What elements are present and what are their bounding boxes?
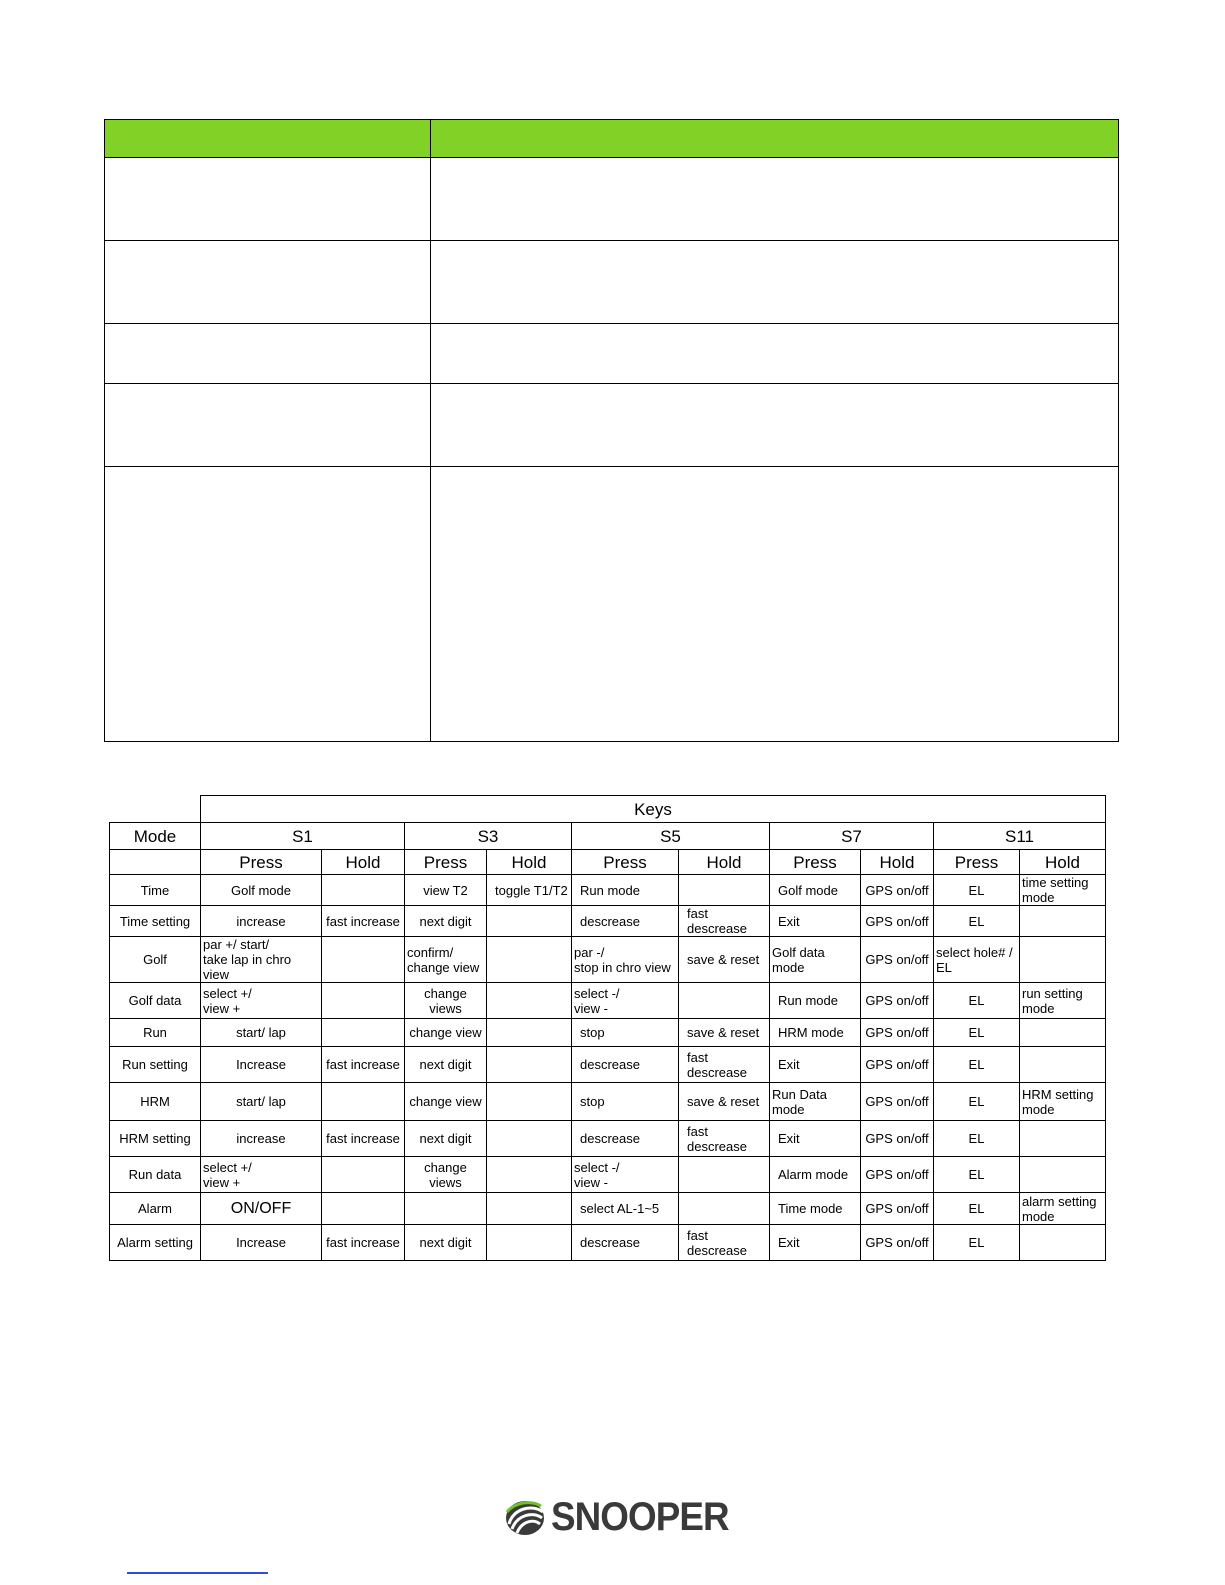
press-label: Press — [572, 850, 679, 875]
key-action-cell — [322, 937, 405, 983]
key-action-cell: EL — [934, 1157, 1020, 1193]
key-action-cell: EL — [934, 1225, 1020, 1261]
corner-cell — [110, 796, 201, 823]
key-action-cell: descrease — [572, 1121, 679, 1157]
logo-wordmark: SNOOPER — [551, 1495, 729, 1539]
table-row — [110, 983, 1106, 1019]
table-row — [110, 1121, 1106, 1157]
key-action-cell: GPS on/off — [861, 1047, 934, 1083]
hold-label: Hold — [322, 850, 405, 875]
key-action-cell: Increase — [201, 1225, 322, 1261]
table-row — [110, 1193, 1106, 1225]
key-action-cell: select hole# / EL — [934, 937, 1020, 983]
key-action-cell — [322, 1083, 405, 1121]
key-action-cell — [487, 1157, 572, 1193]
table-row — [105, 324, 1119, 384]
key-action-cell: start/ lap — [201, 1083, 322, 1121]
key-action-cell: increase — [201, 906, 322, 937]
key-action-cell: HRM setting mode — [1020, 1083, 1106, 1121]
key-action-cell: save & reset — [679, 937, 770, 983]
table-row — [110, 1019, 1106, 1047]
footer-link-underline[interactable] — [127, 1572, 268, 1574]
key-header-s5: S5 — [572, 823, 770, 850]
table-cell — [105, 324, 431, 384]
key-action-cell: par +/ start/ take lap in chro view — [201, 937, 322, 983]
mode-cell: Time setting — [110, 906, 201, 937]
key-action-cell — [1020, 1225, 1106, 1261]
table-row — [105, 384, 1119, 467]
key-action-cell: Run mode — [572, 875, 679, 906]
table-cell — [431, 158, 1119, 241]
table-cell — [105, 158, 431, 241]
mode-cell: Time — [110, 875, 201, 906]
key-action-cell: view T2 — [405, 875, 487, 906]
press-label: Press — [770, 850, 861, 875]
key-action-cell: Time mode — [770, 1193, 861, 1225]
key-action-cell: EL — [934, 1019, 1020, 1047]
mode-cell: Run setting — [110, 1047, 201, 1083]
key-action-cell: increase — [201, 1121, 322, 1157]
key-action-cell: fast descrease — [679, 1121, 770, 1157]
key-action-cell — [322, 875, 405, 906]
feature-table-header — [105, 120, 1119, 158]
press-hold-row — [110, 850, 1106, 875]
key-action-cell: Golf mode — [201, 875, 322, 906]
key-action-cell: Alarm mode — [770, 1157, 861, 1193]
key-action-cell: GPS on/off — [861, 1121, 934, 1157]
key-action-cell — [487, 906, 572, 937]
key-action-cell: GPS on/off — [861, 1193, 934, 1225]
mode-cell: HRM setting — [110, 1121, 201, 1157]
key-action-cell: Golf data mode — [770, 937, 861, 983]
key-header-s1: S1 — [201, 823, 405, 850]
keys-title: Keys — [201, 796, 1106, 823]
press-label: Press — [201, 850, 322, 875]
key-action-cell — [487, 1083, 572, 1121]
empty-cell — [110, 850, 201, 875]
key-action-cell: toggle T1/T2 — [487, 875, 572, 906]
key-action-cell: select -/ view - — [572, 1157, 679, 1193]
key-action-cell: descrease — [572, 1047, 679, 1083]
key-action-cell: EL — [934, 906, 1020, 937]
key-action-cell: stop — [572, 1083, 679, 1121]
key-action-cell: next digit — [405, 1121, 487, 1157]
key-action-cell — [322, 983, 405, 1019]
table-row — [110, 1083, 1106, 1121]
key-action-cell — [679, 983, 770, 1019]
key-action-cell: fast descrease — [679, 1225, 770, 1261]
table-row — [105, 241, 1119, 324]
table-cell — [105, 384, 431, 467]
key-function-table — [109, 795, 1106, 1261]
hold-label: Hold — [679, 850, 770, 875]
key-action-cell: HRM mode — [770, 1019, 861, 1047]
mode-cell: Run data — [110, 1157, 201, 1193]
key-action-cell — [487, 1225, 572, 1261]
table-cell — [105, 467, 431, 742]
key-header-s3: S3 — [405, 823, 572, 850]
key-action-cell: change view — [405, 1019, 487, 1047]
key-action-cell: fast descrease — [679, 1047, 770, 1083]
key-action-cell: alarm setting mode — [1020, 1193, 1106, 1225]
key-action-cell: save & reset — [679, 1083, 770, 1121]
key-action-cell: EL — [934, 1193, 1020, 1225]
mode-cell: HRM — [110, 1083, 201, 1121]
key-action-cell: fast increase — [322, 1121, 405, 1157]
key-action-cell: confirm/ change view — [405, 937, 487, 983]
key-action-cell — [1020, 1157, 1106, 1193]
key-action-cell: Exit — [770, 906, 861, 937]
feature-table-header-cell-2 — [431, 120, 1119, 158]
table-row — [110, 1047, 1106, 1083]
key-action-cell: time setting mode — [1020, 875, 1106, 906]
mode-cell: Alarm — [110, 1193, 201, 1225]
key-action-cell — [1020, 906, 1106, 937]
key-action-cell: fast increase — [322, 1047, 405, 1083]
table-row — [110, 906, 1106, 937]
key-action-cell: fast increase — [322, 906, 405, 937]
key-action-cell: next digit — [405, 1225, 487, 1261]
key-action-cell — [1020, 1019, 1106, 1047]
key-action-cell: GPS on/off — [861, 906, 934, 937]
key-action-cell: GPS on/off — [861, 1083, 934, 1121]
table-row — [110, 875, 1106, 906]
table-row — [105, 467, 1119, 742]
key-action-cell: GPS on/off — [861, 1225, 934, 1261]
snooper-swirl-icon — [503, 1498, 547, 1538]
key-action-cell: next digit — [405, 1047, 487, 1083]
key-action-cell: par -/ stop in chro view — [572, 937, 679, 983]
key-action-cell: save & reset — [679, 1019, 770, 1047]
table-row — [105, 158, 1119, 241]
key-action-cell: descrease — [572, 906, 679, 937]
key-action-cell — [487, 1193, 572, 1225]
key-header-s11: S11 — [934, 823, 1106, 850]
table-row — [110, 1157, 1106, 1193]
key-action-cell: start/ lap — [201, 1019, 322, 1047]
key-action-cell — [487, 1047, 572, 1083]
key-names-row — [110, 823, 1106, 850]
key-action-cell — [487, 937, 572, 983]
key-action-cell — [487, 1121, 572, 1157]
key-action-cell: GPS on/off — [861, 1019, 934, 1047]
table-row — [110, 937, 1106, 983]
key-action-cell — [405, 1193, 487, 1225]
hold-label: Hold — [487, 850, 572, 875]
table-row — [110, 1225, 1106, 1261]
key-action-cell: run setting mode — [1020, 983, 1106, 1019]
key-action-cell: Exit — [770, 1121, 861, 1157]
key-action-cell: change views — [405, 983, 487, 1019]
key-action-cell: descrease — [572, 1225, 679, 1261]
table-cell — [105, 241, 431, 324]
table-cell — [431, 384, 1119, 467]
key-action-cell: EL — [934, 875, 1020, 906]
hold-label: Hold — [1020, 850, 1106, 875]
mode-cell: Golf — [110, 937, 201, 983]
snooper-logo — [503, 1495, 744, 1540]
key-action-cell — [679, 1193, 770, 1225]
key-action-cell: EL — [934, 1047, 1020, 1083]
key-action-cell — [1020, 1121, 1106, 1157]
press-label: Press — [405, 850, 487, 875]
key-action-cell — [487, 1019, 572, 1047]
key-action-cell: select AL-1~5 — [572, 1193, 679, 1225]
table-cell — [431, 241, 1119, 324]
key-action-cell: Exit — [770, 1047, 861, 1083]
key-header-s7: S7 — [770, 823, 934, 850]
key-action-cell: select +/ view + — [201, 1157, 322, 1193]
key-action-cell: stop — [572, 1019, 679, 1047]
key-action-cell: GPS on/off — [861, 1157, 934, 1193]
key-action-cell: EL — [934, 1121, 1020, 1157]
key-action-cell — [1020, 1047, 1106, 1083]
mode-cell: Golf data — [110, 983, 201, 1019]
key-action-cell: GPS on/off — [861, 937, 934, 983]
key-action-cell: change views — [405, 1157, 487, 1193]
keys-title-row — [110, 796, 1106, 823]
press-label: Press — [934, 850, 1020, 875]
key-action-cell: fast increase — [322, 1225, 405, 1261]
key-action-cell — [322, 1019, 405, 1047]
key-action-cell: EL — [934, 983, 1020, 1019]
mode-cell: Run — [110, 1019, 201, 1047]
feature-table — [104, 119, 1119, 742]
key-action-cell — [679, 875, 770, 906]
key-action-cell — [679, 1157, 770, 1193]
key-action-cell — [322, 1193, 405, 1225]
key-action-cell: GPS on/off — [861, 983, 934, 1019]
key-action-cell — [1020, 937, 1106, 983]
key-action-cell: ON/OFF — [201, 1193, 322, 1225]
hold-label: Hold — [861, 850, 934, 875]
key-action-cell: GPS on/off — [861, 875, 934, 906]
key-action-cell: select -/ view - — [572, 983, 679, 1019]
key-action-cell: change view — [405, 1083, 487, 1121]
key-action-cell — [487, 983, 572, 1019]
key-action-cell: Run Data mode — [770, 1083, 861, 1121]
table-cell — [431, 324, 1119, 384]
mode-header: Mode — [110, 823, 201, 850]
key-action-cell: next digit — [405, 906, 487, 937]
key-action-cell: fast descrease — [679, 906, 770, 937]
key-action-cell: Exit — [770, 1225, 861, 1261]
table-cell — [431, 467, 1119, 742]
mode-cell: Alarm setting — [110, 1225, 201, 1261]
key-action-cell: EL — [934, 1083, 1020, 1121]
key-action-cell: Run mode — [770, 983, 861, 1019]
key-action-cell — [322, 1157, 405, 1193]
key-action-cell: select +/ view + — [201, 983, 322, 1019]
key-action-cell: Golf mode — [770, 875, 861, 906]
key-action-cell: Increase — [201, 1047, 322, 1083]
feature-table-header-cell-1 — [105, 120, 431, 158]
